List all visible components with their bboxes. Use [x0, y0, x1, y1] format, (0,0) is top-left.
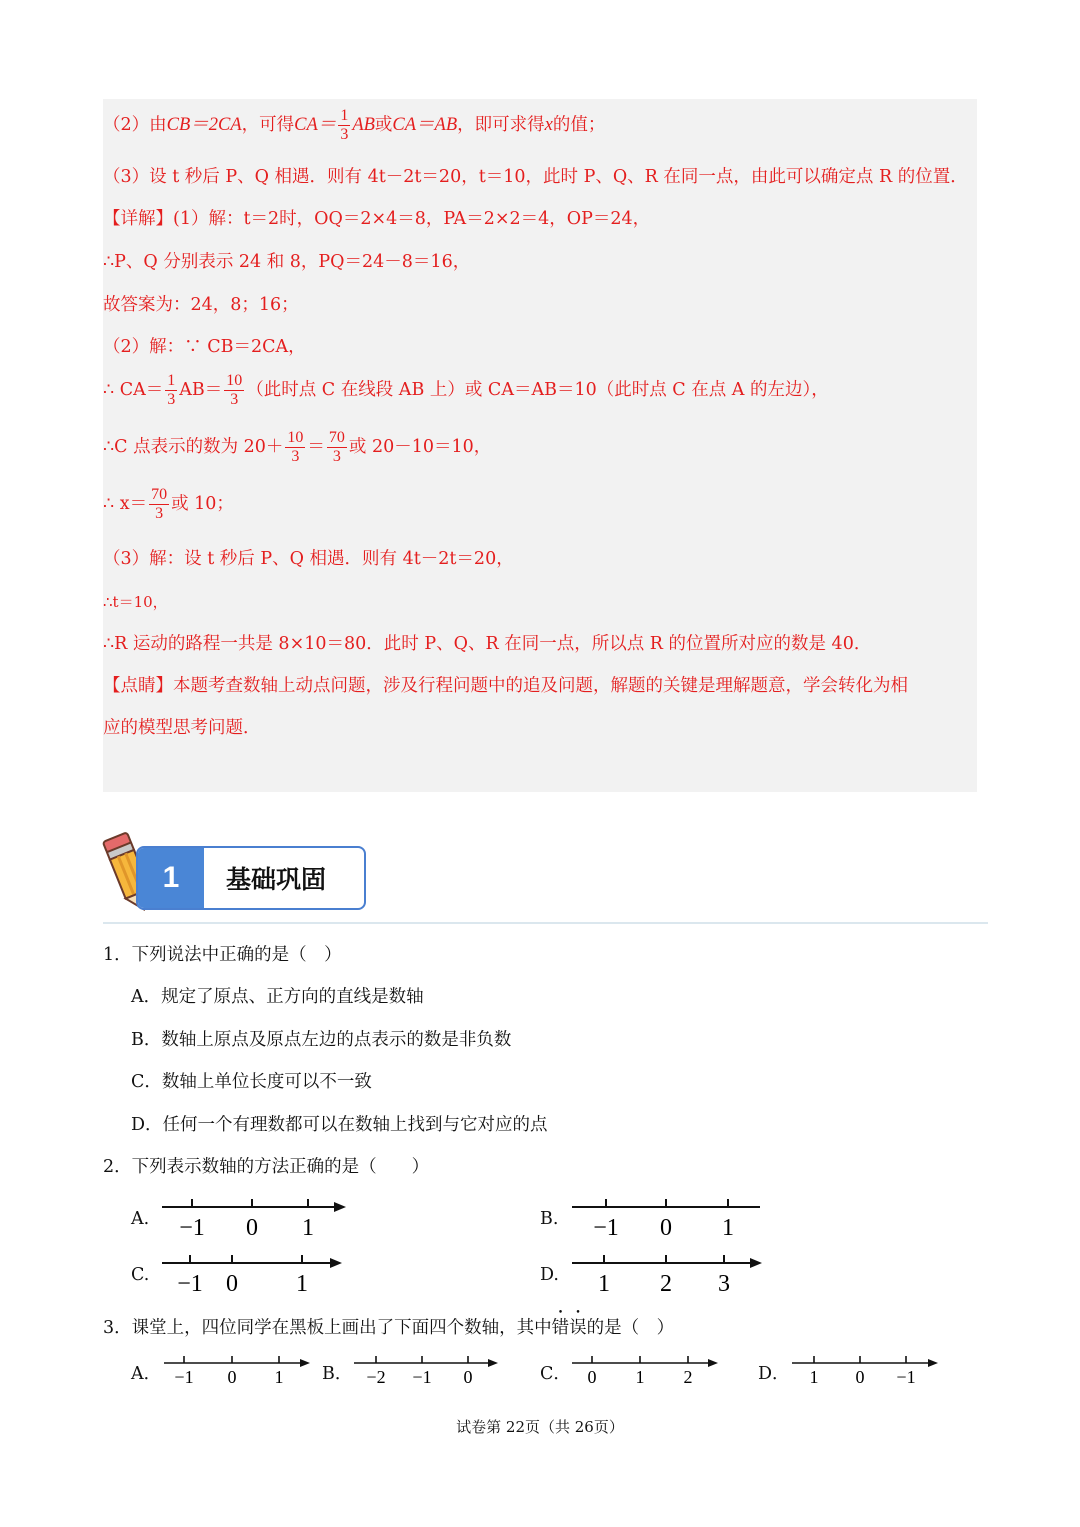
fraction — [149, 486, 169, 523]
q2-option-a-label: A. — [131, 1209, 150, 1229]
text: 或 10； — [171, 494, 234, 514]
denominator: 3 — [332, 448, 341, 465]
math: CA＝AB — [392, 115, 458, 135]
solution-line-11: ∴t＝10， — [103, 593, 168, 611]
solution-line-2: （3）设 t 秒后 P、Q 相遇．则有 4t－2t＝20，t＝10，此时 P、Q、R 在同一点，由此可以确定点 R 的位置． — [103, 167, 968, 187]
arrow-head — [330, 1258, 342, 1268]
fraction — [327, 429, 347, 466]
tick-label: 0 — [587, 1367, 597, 1387]
text: ∴C 点表示的数为 20＋ — [103, 437, 284, 457]
tick-label: 0 — [660, 1215, 672, 1241]
text: 的是（ ） — [586, 1318, 675, 1338]
text: 或 20－10＝10， — [348, 437, 492, 457]
denominator: 3 — [291, 448, 300, 465]
q3-option-c-label: C． — [540, 1364, 571, 1384]
q2-option-d-number-line — [568, 1249, 768, 1299]
q2-option-d-label: D. — [540, 1265, 559, 1285]
question-2-stem: 2．下列表示数轴的方法正确的是（ ） — [103, 1157, 430, 1177]
tick-label: −1 — [179, 1215, 205, 1241]
q3-option-b-number-line — [350, 1353, 502, 1389]
emphasis-text: 错误 — [551, 1318, 587, 1338]
solution-line-1 — [103, 107, 605, 144]
solution-line-3 — [103, 207, 650, 231]
section-title: 基础巩固 — [226, 865, 327, 894]
numerator: 10 — [287, 429, 304, 446]
text: ，可得 — [241, 115, 295, 135]
page-footer: 试卷第 22页（共 26页） — [456, 1418, 624, 1436]
math: AB — [352, 115, 375, 135]
tick-label: 1 — [302, 1215, 314, 1241]
question-1-option-a: A．规定了原点、正方向的直线是数轴 — [131, 987, 424, 1007]
denominator: 3 — [155, 505, 164, 522]
section-header — [136, 846, 366, 910]
arrow-head — [488, 1359, 498, 1367]
tick-label: 1 — [635, 1367, 645, 1387]
text: ，即可求得 — [457, 115, 545, 135]
fraction — [165, 372, 177, 409]
tick-label: 1 — [809, 1367, 819, 1387]
tick-label: −1 — [412, 1367, 432, 1387]
q3-option-d-label: D． — [758, 1364, 790, 1384]
tick-label: −1 — [174, 1367, 194, 1387]
solution-line-7 — [103, 372, 829, 409]
tick-label: 0 — [463, 1367, 473, 1387]
solution-box — [103, 99, 977, 792]
tick-label: −1 — [896, 1367, 916, 1387]
question-1-option-d: D．任何一个有理数都可以在数轴上找到与它对应的点 — [131, 1115, 548, 1135]
arrow-head — [750, 1258, 762, 1268]
tick-label: 1 — [722, 1215, 734, 1241]
q3-option-a-label: A． — [131, 1364, 162, 1384]
text: 3．课堂上，四位同学在黑板上画出了下面四个数轴，其中 — [103, 1318, 552, 1338]
solution-line-10: （3）解：设 t 秒后 P、Q 相遇．则有 4t－2t＝20， — [103, 549, 514, 569]
q2-option-b-label: B. — [540, 1209, 559, 1229]
tick-label: 2 — [683, 1367, 693, 1387]
tick-label: −1 — [177, 1271, 203, 1297]
text: ∴ x＝ — [103, 494, 148, 514]
tick-label: 0 — [855, 1367, 865, 1387]
text: (1）解：t＝2时，OQ＝2×4＝8，PA＝2×2＝4，OP＝24， — [173, 209, 651, 229]
question-1-option-c: C．数轴上单位长度可以不一致 — [131, 1072, 372, 1092]
tick-label: 1 — [598, 1271, 610, 1297]
q2-option-b-number-line — [568, 1193, 764, 1243]
tick-label: −2 — [366, 1367, 386, 1387]
arrow-head — [334, 1202, 346, 1212]
q2-option-c-label: C. — [131, 1265, 150, 1285]
q2-option-c-number-line — [158, 1249, 348, 1299]
tick-label: 0 — [226, 1271, 238, 1297]
math: CB＝2CA — [166, 115, 242, 135]
q3-option-b-label: B． — [322, 1364, 353, 1384]
arrow-head — [928, 1359, 938, 1367]
text: ＝ — [307, 437, 325, 457]
denominator: 3 — [167, 391, 176, 408]
q3-option-a-number-line — [160, 1353, 312, 1389]
q2-option-a-number-line — [158, 1193, 350, 1243]
section-divider — [103, 922, 988, 924]
solution-line-9 — [103, 486, 234, 523]
q3-option-d-number-line — [788, 1353, 944, 1389]
denominator: 3 — [340, 126, 349, 143]
solution-line-8 — [103, 429, 491, 466]
tick-label: 0 — [227, 1367, 237, 1387]
numerator: 70 — [151, 486, 168, 503]
numerator: 1 — [167, 372, 176, 389]
fraction — [224, 372, 244, 409]
text: AB＝ — [179, 380, 223, 400]
tick-label: 1 — [296, 1271, 308, 1297]
tick-label: 1 — [274, 1367, 284, 1387]
solution-line-4: ∴P、Q 分别表示 24 和 8，PQ＝24－8＝16， — [103, 252, 471, 272]
text: ∴ CA＝ — [103, 380, 164, 400]
solution-line-12: ∴R 运动的路程一共是 8×10＝80．此时 P、Q、R 在同一点，所以点 R 的位置所对应的数是 40． — [103, 634, 872, 654]
question-1-option-b: B．数轴上原点及原点左边的点表示的数是非负数 — [131, 1030, 512, 1050]
tick-label: 2 — [660, 1271, 672, 1297]
numerator: 70 — [328, 429, 345, 446]
numerator: 1 — [340, 107, 349, 124]
fraction — [338, 107, 350, 144]
math: x — [544, 115, 553, 135]
solution-line-6: （2）解：∵ CB＝2CA， — [103, 337, 306, 357]
question-1-stem: 1．下列说法中正确的是（ ） — [103, 945, 342, 965]
fraction — [285, 429, 305, 466]
math: CA＝ — [294, 115, 337, 135]
text: （2）由 — [103, 115, 167, 135]
question-3-stem — [103, 1308, 674, 1340]
tick-label: 0 — [246, 1215, 258, 1241]
text: （此时点 C 在线段 AB 上）或 CA＝AB＝10（此时点 C 在点 A 的左边）， — [246, 380, 829, 400]
arrow-head — [300, 1359, 310, 1367]
tick-label: 3 — [718, 1271, 730, 1297]
solution-line-14: 应的模型思考问题． — [103, 718, 261, 738]
detail-tag: 【详解】 — [103, 209, 173, 229]
numerator: 10 — [226, 372, 243, 389]
q3-option-c-number-line — [568, 1353, 724, 1389]
tick-label: −1 — [593, 1215, 619, 1241]
denominator: 3 — [230, 391, 239, 408]
solution-line-13: 【点睛】本题考查数轴上动点问题，涉及行程问题中的追及问题，解题的关键是理解题意，学会转化为相 — [103, 676, 908, 696]
section-number: 1 — [138, 848, 204, 908]
solution-line-5: 故答案为：24，8；16； — [103, 295, 299, 315]
text: 或 — [374, 115, 393, 135]
text: 的值； — [552, 115, 606, 135]
arrow-head — [708, 1359, 718, 1367]
